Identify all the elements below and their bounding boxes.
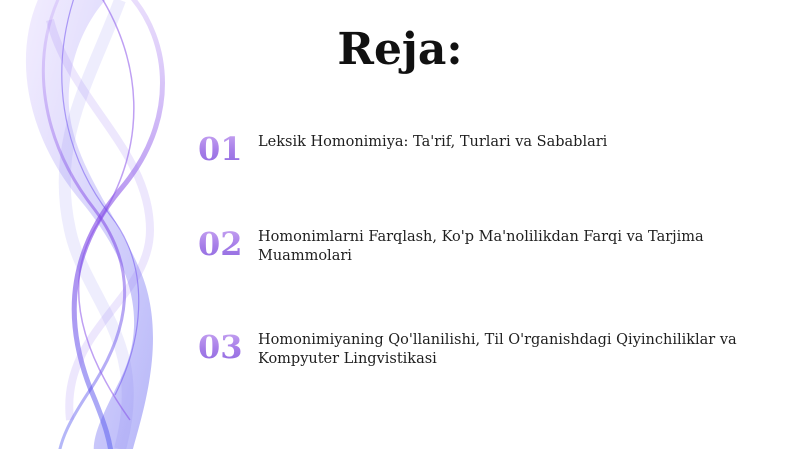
agenda-item-text: Homonimiyaning Qo'llanilishi, Til O'rganishdagi Qiyinchiliklar va Kompyuter Lingvistikasi (258, 332, 737, 367)
agenda-item-number: 01 (198, 131, 258, 167)
agenda-item-3 (198, 329, 758, 369)
agenda-item-1 (198, 131, 758, 167)
slide-title: Reja: (337, 24, 463, 75)
agenda-item-text: Leksik Homonimiya: Ta'rif, Turlari va Sabablari (258, 134, 608, 150)
agenda-item-number: 02 (198, 226, 258, 262)
agenda-item-number: 03 (198, 329, 258, 365)
agenda-item-2 (198, 226, 758, 266)
agenda-item-text: Homonimlarni Farqlash, Ko'p Ma'nolilikdan Farqi va Tarjima Muammolari (258, 229, 704, 264)
